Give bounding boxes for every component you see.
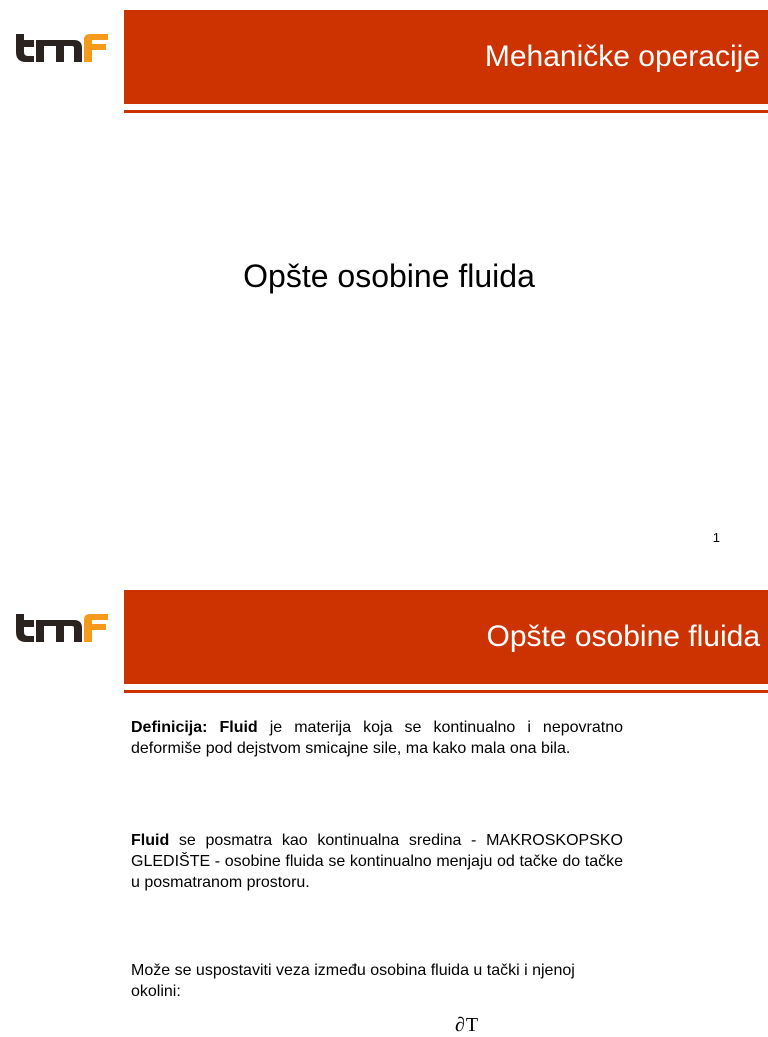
slide-subtitle: Opšte osobine fluida [243, 258, 535, 294]
definition-label: Definicija: Fluid [131, 719, 258, 736]
definition-paragraph [131, 717, 623, 759]
tmf-logo [14, 608, 110, 644]
relation-paragraph: Može se uspostaviti veza između osobina fluida u tački i njenoj okolini: [131, 962, 575, 1000]
slide-number: 1 [712, 530, 720, 545]
formula-fragment: ∂T [455, 1014, 480, 1036]
tmf-logo [14, 28, 110, 64]
definition-text: je materija koja se kontinualno i nepovratno deformiše pod dejstvom smicajne sile, ma kako mala ona bila. [131, 719, 623, 757]
fluid-label: Fluid [131, 832, 170, 849]
slide-title: Opšte osobine fluida [486, 620, 760, 653]
header-bar [124, 10, 768, 104]
header-bar [124, 590, 768, 684]
header-rule [124, 690, 768, 693]
header-rule [124, 110, 768, 113]
continuum-text: se posmatra kao kontinualna sredina - MAKROSKOPSKO GLEDIŠTE - osobine fluida se kontinualno menjaju od tačke do tačke u posmatranom prostoru. [131, 832, 623, 891]
slide-title: Mehaničke operacije [484, 40, 760, 73]
slide-2 [0, 580, 768, 1036]
continuum-paragraph [131, 830, 623, 893]
